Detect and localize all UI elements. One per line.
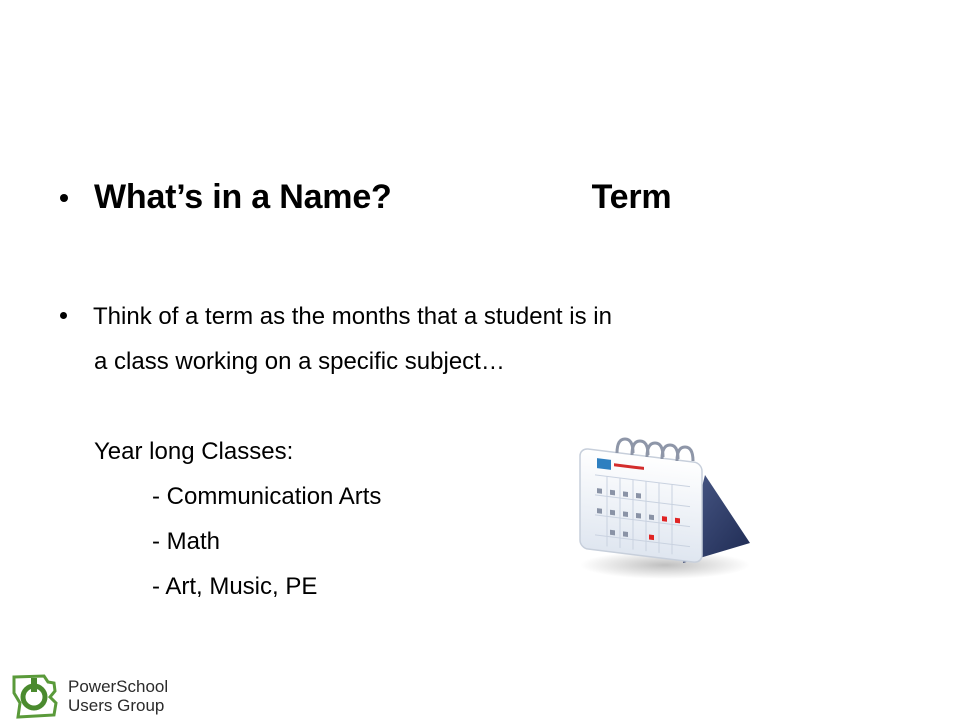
bullet-icon [60, 312, 67, 319]
logo-line-1: PowerSchool [68, 677, 169, 696]
logo-line-2: Users Group [68, 696, 165, 715]
powerschool-logo-icon [10, 673, 60, 719]
paragraph-line-1: Think of a term as the months that a student is in [93, 303, 612, 330]
paragraph-continuation [94, 339, 505, 609]
powerschool-logo [10, 672, 200, 720]
heading-term: Term [591, 178, 672, 216]
list-title: Year long Classes: [94, 438, 294, 465]
logo-wordmark [68, 677, 168, 715]
calendar-icon [555, 425, 755, 585]
slide-heading [94, 178, 671, 217]
heading-bullet [60, 178, 671, 217]
heading-text: What’s in a Name? [94, 178, 392, 216]
list-item: - Art, Music, PE [152, 573, 318, 600]
paragraph-bullet [60, 294, 612, 339]
bullet-icon [60, 194, 68, 202]
list-item: - Math [152, 528, 221, 555]
paragraph-line-2: a class working on a specific subject… [94, 348, 505, 375]
list-item: - Communication Arts [152, 483, 382, 510]
